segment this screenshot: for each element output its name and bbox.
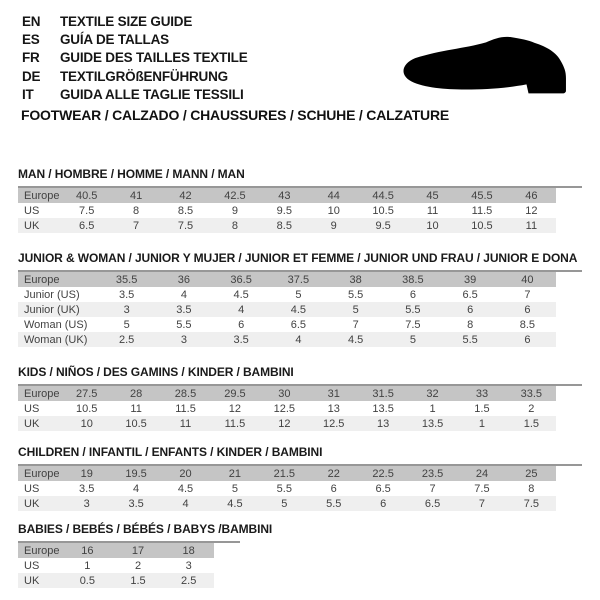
table-row (18, 558, 214, 573)
size-value: 33 (475, 387, 489, 400)
row-label: Europe (24, 387, 60, 400)
language-title: GUIDE DES TAILLES TEXTILE (60, 50, 248, 66)
size-value: 6 (238, 318, 245, 331)
size-section-babies (18, 523, 272, 588)
row-label: Junior (UK) (24, 303, 80, 316)
size-value: 3.5 (176, 303, 192, 316)
size-value: 16 (81, 544, 94, 557)
size-table-babies (18, 541, 240, 588)
size-value: 42.5 (224, 189, 246, 202)
size-value: 32 (426, 387, 439, 400)
size-value: 11.5 (175, 402, 196, 415)
row-label: UK (24, 574, 40, 587)
table-row (18, 188, 556, 203)
size-value: 10 (80, 417, 93, 430)
size-value: 9 (231, 204, 238, 217)
size-value: 20 (179, 467, 192, 480)
size-value: 30 (278, 387, 291, 400)
size-value: 8 (133, 204, 140, 217)
size-value: 7.5 (523, 497, 539, 510)
size-section-kids (18, 366, 582, 431)
row-label: UK (24, 497, 40, 510)
size-value: 19.5 (125, 467, 147, 480)
size-value: 4.5 (227, 497, 243, 510)
size-value: 40 (521, 273, 534, 286)
size-value: 3.5 (233, 333, 249, 346)
table-row (18, 496, 556, 511)
size-table-junior-woman (18, 270, 582, 347)
size-value: 10.5 (471, 219, 493, 232)
row-label: UK (24, 219, 40, 232)
size-value: 7 (478, 497, 486, 510)
size-value: 31.5 (372, 387, 394, 400)
size-value: 18 (182, 544, 195, 557)
table-title-babies: BABIES / BEBÉS / BÉBÉS / BABYS /BAMBINI (18, 522, 273, 536)
size-value: 8.5 (177, 204, 194, 217)
language-code: DE (22, 68, 41, 84)
size-value: 29.5 (224, 387, 246, 400)
size-value: 6.5 (424, 497, 441, 510)
size-value: 12 (278, 417, 291, 430)
language-title: GUÍA DE TALLAS (60, 32, 169, 48)
table-title-kids: KIDS / NIÑOS / DES GAMINS / KINDER / BAMBINI (18, 365, 294, 379)
size-value: 6 (330, 482, 337, 495)
size-value: 28 (129, 387, 143, 400)
size-value: 22.5 (372, 467, 394, 480)
table-row (18, 386, 556, 401)
size-value: 38 (349, 273, 362, 286)
size-value: 7 (524, 288, 531, 301)
size-value: 4.5 (290, 303, 307, 316)
size-value: 11 (130, 402, 142, 415)
language-code: EN (22, 13, 41, 29)
size-value: 4 (182, 497, 189, 510)
table-row (18, 332, 556, 347)
size-value: 5.5 (405, 303, 421, 316)
size-value: 5 (352, 303, 359, 316)
size-value: 43 (278, 189, 291, 202)
language-code: FR (22, 50, 40, 66)
table-row (18, 466, 556, 481)
size-value: 6 (380, 497, 387, 510)
table-row (18, 543, 214, 558)
size-value: 7.5 (405, 318, 421, 331)
size-value: 12.5 (273, 402, 296, 415)
table-row (18, 287, 556, 302)
size-value: 11.5 (471, 204, 493, 217)
row-label: UK (24, 417, 40, 430)
size-value: 4.5 (177, 482, 194, 495)
size-value: 9 (330, 219, 337, 232)
size-value: 8 (231, 219, 238, 232)
language-title: TEXTILGRÖßENFÜHRUNG (60, 68, 228, 84)
row-label: Woman (US) (24, 318, 88, 331)
size-value: 1 (84, 559, 91, 572)
row-label: US (24, 559, 40, 572)
size-value: 5 (281, 497, 288, 510)
category-title: FOOTWEAR / CALZADO / CHAUSSURES / SCHUHE / CALZATURE (21, 107, 450, 123)
size-value: 19 (80, 467, 93, 480)
size-value: 8.5 (276, 219, 292, 232)
size-value: 2.5 (181, 574, 197, 587)
size-section-junior-woman (18, 252, 582, 347)
size-value: 17 (131, 544, 145, 557)
size-value: 2 (528, 402, 535, 415)
size-value: 6.5 (290, 318, 307, 331)
language-title: TEXTILE SIZE GUIDE (60, 13, 193, 29)
size-value: 13 (377, 417, 390, 430)
size-value: 3 (180, 333, 187, 346)
table-row (18, 218, 556, 233)
size-value: 9.5 (375, 219, 391, 232)
size-value: 22 (327, 467, 340, 480)
size-table-man (18, 186, 582, 233)
table-row (18, 317, 556, 332)
size-value: 0.5 (79, 574, 95, 587)
size-value: 3 (83, 497, 90, 510)
size-value: 7.5 (177, 219, 194, 232)
size-value: 31 (327, 387, 340, 400)
size-value: 6 (524, 333, 531, 346)
size-value: 45.5 (471, 189, 493, 202)
size-value: 10 (327, 204, 340, 217)
table-row (18, 416, 556, 431)
size-value: 5 (231, 482, 238, 495)
row-label: US (24, 482, 40, 495)
size-value: 6.5 (79, 219, 95, 232)
size-value: 8 (528, 482, 535, 495)
size-value: 11 (179, 417, 192, 430)
size-value: 45 (426, 189, 439, 202)
size-value: 7 (352, 318, 359, 331)
size-value: 6.5 (462, 288, 478, 301)
table-row (18, 302, 556, 317)
size-value: 13.5 (421, 417, 444, 430)
size-value: 5.5 (326, 497, 342, 510)
size-value: 7 (133, 219, 140, 232)
size-value: 41 (129, 189, 143, 202)
size-value: 44.5 (372, 189, 394, 202)
language-code: IT (22, 87, 34, 103)
size-value: 3.5 (128, 497, 144, 510)
row-label: Europe (24, 467, 60, 480)
size-value: 28.5 (174, 387, 197, 400)
size-table-children (18, 464, 582, 511)
size-value: 7.5 (474, 482, 490, 495)
size-value: 1.5 (523, 417, 539, 430)
size-value: 33.5 (520, 387, 543, 400)
size-value: 1 (429, 402, 436, 415)
size-value: 21 (228, 467, 242, 480)
size-value: 3 (123, 303, 130, 316)
size-value: 1 (478, 417, 486, 430)
size-value: 6 (524, 303, 531, 316)
table-title-man: MAN / HOMBRE / HOMME / MANN / MAN (18, 167, 245, 181)
size-value: 1.5 (130, 574, 146, 587)
size-value: 23.5 (421, 467, 444, 480)
size-value: 7.5 (79, 204, 95, 217)
size-value: 5 (409, 333, 416, 346)
size-value: 5.5 (276, 482, 292, 495)
size-value: 5.5 (462, 333, 478, 346)
size-value: 38.5 (402, 273, 424, 286)
row-label: Woman (UK) (24, 333, 88, 346)
table-row (18, 401, 556, 416)
size-value: 3 (185, 559, 192, 572)
size-value: 4 (295, 333, 302, 346)
size-value: 6 (467, 303, 474, 316)
size-value: 10.5 (75, 402, 98, 415)
row-label: US (24, 204, 40, 217)
size-value: 40.5 (75, 189, 98, 202)
size-value: 9.5 (276, 204, 292, 217)
size-value: 6.5 (375, 482, 391, 495)
size-value: 46 (525, 189, 538, 202)
size-value: 13 (327, 402, 340, 415)
row-label: Europe (24, 189, 60, 202)
size-value: 3.5 (118, 288, 135, 301)
table-row (18, 573, 214, 588)
row-label: Europe (24, 544, 60, 557)
size-value: 39 (464, 273, 477, 286)
size-value: 4 (180, 288, 187, 301)
size-value: 3.5 (79, 482, 95, 495)
table-row (18, 272, 556, 287)
size-value: 8 (467, 318, 474, 331)
size-value: 27.5 (75, 387, 98, 400)
size-value: 24 (475, 467, 489, 480)
size-value: 36 (177, 273, 190, 286)
row-label: US (24, 402, 40, 415)
size-section-man (18, 168, 582, 233)
row-label: Junior (US) (24, 288, 80, 301)
language-title: GUIDA ALLE TAGLIE TESSILI (60, 87, 244, 103)
size-value: 35.5 (115, 273, 138, 286)
size-value: 7 (429, 482, 436, 495)
size-value: 5 (123, 318, 130, 331)
size-value: 37.5 (287, 273, 310, 286)
size-value: 4 (133, 482, 140, 495)
size-value: 5.5 (176, 318, 192, 331)
size-tables-area (18, 0, 582, 600)
table-row (18, 203, 556, 218)
size-value: 6 (409, 288, 416, 301)
language-code: ES (22, 32, 40, 48)
size-value: 12 (525, 204, 538, 217)
size-value: 5.5 (347, 288, 364, 301)
size-value: 4 (238, 303, 245, 316)
size-value: 10.5 (125, 417, 147, 430)
size-value: 5 (295, 288, 302, 301)
size-value: 1.5 (474, 402, 490, 415)
size-value: 11.5 (224, 417, 246, 430)
size-value: 10 (426, 219, 439, 232)
size-value: 13.5 (372, 402, 394, 415)
size-value: 12.5 (323, 417, 345, 430)
size-table-kids (18, 384, 582, 431)
size-value: 25 (525, 467, 538, 480)
size-value: 10.5 (372, 204, 394, 217)
table-row (18, 481, 556, 496)
size-value: 44 (327, 189, 340, 202)
size-value: 4.5 (347, 333, 364, 346)
table-title-junior-woman: JUNIOR & WOMAN / JUNIOR Y MUJER / JUNIOR ET FEMME / JUNIOR UND FRAU / JUNIOR E DONA (18, 251, 578, 265)
size-value: 42 (179, 189, 192, 202)
size-value: 11 (525, 219, 538, 232)
size-value: 4.5 (233, 288, 249, 301)
row-label: Europe (24, 273, 60, 286)
size-value: 21.5 (273, 467, 296, 480)
size-section-children (18, 446, 582, 511)
table-title-children: CHILDREN / INFANTIL / ENFANTS / KINDER / BAMBINI (18, 445, 323, 459)
size-value: 12 (228, 402, 242, 415)
size-value: 11 (426, 204, 439, 217)
size-value: 8.5 (519, 318, 536, 331)
size-value: 36.5 (230, 273, 252, 286)
size-value: 2.5 (118, 333, 135, 346)
size-value: 2 (134, 559, 142, 572)
